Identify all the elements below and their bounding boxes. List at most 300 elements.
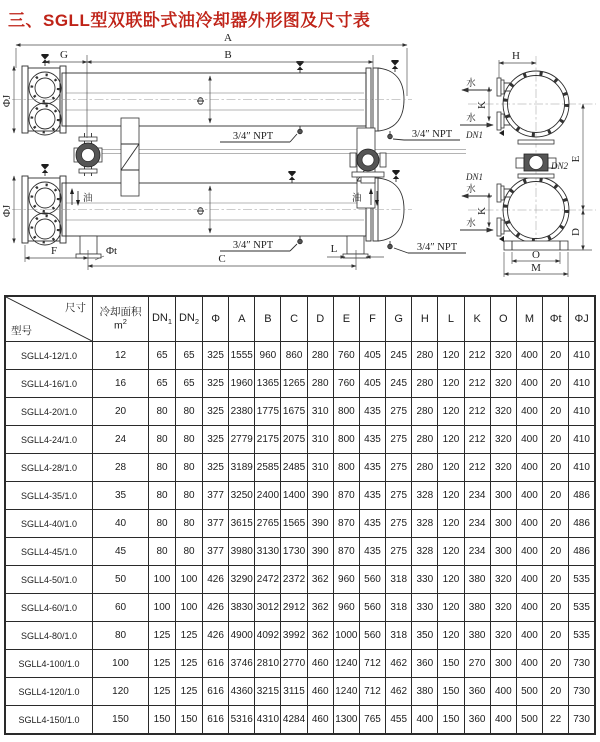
dim-label-F: F <box>50 245 58 257</box>
value-cell: 377 <box>203 538 229 566</box>
value-cell: 40 <box>93 510 149 538</box>
value-cell: 462 <box>386 650 412 678</box>
value-cell: 3012 <box>255 594 281 622</box>
value-cell: 234 <box>464 538 490 566</box>
dim-label-O: O <box>532 249 540 261</box>
value-cell: 486 <box>569 538 595 566</box>
value-cell: 535 <box>569 566 595 594</box>
value-cell: 1565 <box>281 510 307 538</box>
value-cell: 460 <box>307 650 333 678</box>
value-cell: 20 <box>543 594 569 622</box>
oil-label: 油 <box>352 193 362 204</box>
value-cell: 3130 <box>255 538 281 566</box>
value-cell: 120 <box>438 594 464 622</box>
value-cell: 22 <box>543 706 569 735</box>
value-cell: 325 <box>203 426 229 454</box>
corner-label-model: 型号 <box>11 325 32 337</box>
value-cell: 80 <box>149 510 176 538</box>
value-cell: 80 <box>93 622 149 650</box>
value-cell: 1960 <box>229 370 255 398</box>
value-cell: 435 <box>359 538 385 566</box>
value-cell: 860 <box>281 342 307 370</box>
value-cell: 360 <box>464 706 490 735</box>
value-cell: 328 <box>412 482 438 510</box>
value-cell: 20 <box>543 510 569 538</box>
value-cell: 405 <box>359 342 385 370</box>
value-cell: 400 <box>516 342 542 370</box>
value-cell: 426 <box>203 622 229 650</box>
model-cell: SGLL4-24/1.0 <box>5 426 93 454</box>
value-cell: 270 <box>464 650 490 678</box>
model-cell: SGLL4-100/1.0 <box>5 650 93 678</box>
value-cell: 870 <box>333 538 359 566</box>
value-cell: 80 <box>149 482 176 510</box>
col-header-K: K <box>464 296 490 342</box>
value-cell: 760 <box>333 370 359 398</box>
dim-label-E: E <box>570 155 582 163</box>
value-cell: 275 <box>386 538 412 566</box>
model-cell: SGLL4-45/1.0 <box>5 538 93 566</box>
value-cell: 20 <box>543 454 569 482</box>
corner-header-cell <box>5 296 93 342</box>
value-cell: 325 <box>203 370 229 398</box>
value-cell: 1400 <box>281 482 307 510</box>
value-cell: 212 <box>464 398 490 426</box>
value-cell: 362 <box>307 594 333 622</box>
value-cell: 300 <box>490 510 516 538</box>
value-cell: 1240 <box>333 650 359 678</box>
col-header-O: O <box>490 296 516 342</box>
value-cell: 3746 <box>229 650 255 678</box>
model-cell: SGLL4-150/1.0 <box>5 706 93 735</box>
value-cell: 486 <box>569 510 595 538</box>
value-cell: 400 <box>516 454 542 482</box>
value-cell: 405 <box>359 370 385 398</box>
value-cell: 20 <box>543 398 569 426</box>
value-cell: 245 <box>386 342 412 370</box>
value-cell: 730 <box>569 678 595 706</box>
value-cell: 960 <box>333 594 359 622</box>
value-cell: 4360 <box>229 678 255 706</box>
table-row <box>5 454 595 482</box>
value-cell: 3115 <box>281 678 307 706</box>
value-cell: 1265 <box>281 370 307 398</box>
value-cell: 380 <box>464 566 490 594</box>
value-cell: 125 <box>176 650 203 678</box>
value-cell: 300 <box>490 482 516 510</box>
value-cell: 65 <box>149 370 176 398</box>
model-cell: SGLL4-35/1.0 <box>5 482 93 510</box>
value-cell: 318 <box>386 566 412 594</box>
value-cell: 560 <box>359 622 385 650</box>
value-cell: 362 <box>307 622 333 650</box>
table-row <box>5 538 595 566</box>
value-cell: 486 <box>569 482 595 510</box>
value-cell: 2485 <box>281 454 307 482</box>
value-cell: 390 <box>307 482 333 510</box>
value-cell: 28 <box>93 454 149 482</box>
water-label: 水 <box>466 218 476 229</box>
value-cell: 150 <box>438 706 464 735</box>
value-cell: 280 <box>412 426 438 454</box>
table-row <box>5 398 595 426</box>
value-cell: 460 <box>307 678 333 706</box>
model-cell: SGLL4-60/1.0 <box>5 594 93 622</box>
value-cell: 400 <box>412 706 438 735</box>
value-cell: 80 <box>176 538 203 566</box>
value-cell: 280 <box>307 370 333 398</box>
value-cell: 360 <box>464 678 490 706</box>
value-cell: 400 <box>516 398 542 426</box>
value-cell: 125 <box>176 622 203 650</box>
value-cell: 2770 <box>281 650 307 678</box>
value-cell: 426 <box>203 566 229 594</box>
model-cell: SGLL4-16/1.0 <box>5 370 93 398</box>
value-cell: 535 <box>569 622 595 650</box>
value-cell: 3980 <box>229 538 255 566</box>
value-cell: 960 <box>333 566 359 594</box>
value-cell: 435 <box>359 454 385 482</box>
value-cell: 212 <box>464 426 490 454</box>
outline-drawing <box>0 31 600 293</box>
col-header-D: D <box>307 296 333 342</box>
value-cell: 275 <box>386 482 412 510</box>
col-header-B: B <box>255 296 281 342</box>
value-cell: 800 <box>333 426 359 454</box>
dim-label-D: D <box>570 228 582 236</box>
dim-label-phiJ: ΦJ <box>1 204 13 218</box>
table-row <box>5 510 595 538</box>
value-cell: 377 <box>203 510 229 538</box>
value-cell: 120 <box>438 566 464 594</box>
value-cell: 150 <box>438 678 464 706</box>
value-cell: 5316 <box>229 706 255 735</box>
value-cell: 80 <box>176 510 203 538</box>
value-cell: 712 <box>359 678 385 706</box>
value-cell: 16 <box>93 370 149 398</box>
col-header-dn1: $DN_1$ <box>149 296 176 342</box>
col-header-L: L <box>438 296 464 342</box>
value-cell: 300 <box>490 538 516 566</box>
value-cell: 120 <box>438 426 464 454</box>
corner-label-size: 尺寸 <box>65 302 86 314</box>
oil-label: 油 <box>83 193 93 204</box>
value-cell: 234 <box>464 482 490 510</box>
npt-label: 3/4″ NPT <box>416 242 458 253</box>
value-cell: 20 <box>543 622 569 650</box>
value-cell: 320 <box>490 566 516 594</box>
npt-label: 3/4″ NPT <box>411 129 453 140</box>
table-row <box>5 706 595 735</box>
value-cell: 310 <box>307 426 333 454</box>
dn1-label: DN1 <box>466 130 484 140</box>
value-cell: 616 <box>203 650 229 678</box>
value-cell: 3189 <box>229 454 255 482</box>
value-cell: 150 <box>176 706 203 735</box>
value-cell: 435 <box>359 510 385 538</box>
value-cell: 125 <box>176 678 203 706</box>
value-cell: 380 <box>464 594 490 622</box>
model-cell: SGLL4-80/1.0 <box>5 622 93 650</box>
value-cell: 45 <box>93 538 149 566</box>
value-cell: 760 <box>333 342 359 370</box>
value-cell: 3290 <box>229 566 255 594</box>
table-row <box>5 342 595 370</box>
value-cell: 65 <box>176 370 203 398</box>
value-cell: 2175 <box>255 426 281 454</box>
value-cell: 400 <box>516 370 542 398</box>
value-cell: 125 <box>149 622 176 650</box>
value-cell: 390 <box>307 538 333 566</box>
value-cell: 120 <box>438 454 464 482</box>
water-label: 水 <box>466 78 476 89</box>
col-header-A: A <box>229 296 255 342</box>
dn1-label: DN1 <box>466 172 484 182</box>
npt-label: 3/4″ NPT <box>232 240 274 251</box>
dim-label-B: B <box>224 49 232 61</box>
col-header-C: C <box>281 296 307 342</box>
value-cell: 310 <box>307 454 333 482</box>
value-cell: 800 <box>333 454 359 482</box>
value-cell: 320 <box>490 426 516 454</box>
value-cell: 462 <box>386 678 412 706</box>
value-cell: 3830 <box>229 594 255 622</box>
value-cell: 310 <box>307 398 333 426</box>
water-label: 水 <box>466 113 476 124</box>
value-cell: 150 <box>93 706 149 735</box>
value-cell: 320 <box>490 370 516 398</box>
value-cell: 150 <box>149 706 176 735</box>
table-row <box>5 566 595 594</box>
col-header-Φ: Φ <box>203 296 229 342</box>
value-cell: 500 <box>516 706 542 735</box>
value-cell: 212 <box>464 454 490 482</box>
value-cell: 325 <box>203 342 229 370</box>
value-cell: 80 <box>149 538 176 566</box>
value-cell: 765 <box>359 706 385 735</box>
col-header-ΦJ: ΦJ <box>569 296 595 342</box>
value-cell: 1365 <box>255 370 281 398</box>
value-cell: 377 <box>203 482 229 510</box>
col-header-F: F <box>359 296 385 342</box>
value-cell: 400 <box>490 706 516 735</box>
value-cell: 4310 <box>255 706 281 735</box>
value-cell: 2585 <box>255 454 281 482</box>
value-cell: 280 <box>412 370 438 398</box>
value-cell: 380 <box>412 678 438 706</box>
value-cell: 80 <box>149 398 176 426</box>
value-cell: 245 <box>386 370 412 398</box>
value-cell: 2765 <box>255 510 281 538</box>
value-cell: 730 <box>569 706 595 735</box>
value-cell: 80 <box>176 454 203 482</box>
value-cell: 1730 <box>281 538 307 566</box>
value-cell: 2779 <box>229 426 255 454</box>
value-cell: 362 <box>307 566 333 594</box>
value-cell: 20 <box>543 566 569 594</box>
table-row <box>5 594 595 622</box>
value-cell: 212 <box>464 370 490 398</box>
value-cell: 300 <box>490 650 516 678</box>
value-cell: 2380 <box>229 398 255 426</box>
value-cell: 120 <box>438 398 464 426</box>
value-cell: 400 <box>516 622 542 650</box>
value-cell: 2912 <box>281 594 307 622</box>
table-row <box>5 622 595 650</box>
value-cell: 24 <box>93 426 149 454</box>
value-cell: 120 <box>438 622 464 650</box>
table-row <box>5 482 595 510</box>
value-cell: 435 <box>359 426 385 454</box>
value-cell: 325 <box>203 398 229 426</box>
value-cell: 435 <box>359 482 385 510</box>
value-cell: 730 <box>569 650 595 678</box>
page-title: 三、SGLL型双联卧式油冷却器外形图及尺寸表 <box>8 11 371 30</box>
value-cell: 1300 <box>333 706 359 735</box>
value-cell: 400 <box>516 566 542 594</box>
value-cell: 3615 <box>229 510 255 538</box>
value-cell: 350 <box>412 622 438 650</box>
value-cell: 410 <box>569 426 595 454</box>
col-header-M: M <box>516 296 542 342</box>
value-cell: 410 <box>569 370 595 398</box>
value-cell: 1555 <box>229 342 255 370</box>
col-header-E: E <box>333 296 359 342</box>
value-cell: 616 <box>203 706 229 735</box>
value-cell: 80 <box>149 426 176 454</box>
value-cell: 380 <box>464 622 490 650</box>
value-cell: 320 <box>490 622 516 650</box>
dim-label-phit: Φt <box>106 245 118 257</box>
model-cell: SGLL4-20/1.0 <box>5 398 93 426</box>
value-cell: 1775 <box>255 398 281 426</box>
value-cell: 960 <box>255 342 281 370</box>
value-cell: 100 <box>93 650 149 678</box>
dim-label-phi: Φ <box>195 206 207 216</box>
value-cell: 535 <box>569 594 595 622</box>
value-cell: 800 <box>333 398 359 426</box>
value-cell: 330 <box>412 594 438 622</box>
water-label: 水 <box>466 184 476 195</box>
value-cell: 400 <box>490 678 516 706</box>
value-cell: 328 <box>412 538 438 566</box>
value-cell: 4900 <box>229 622 255 650</box>
value-cell: 2810 <box>255 650 281 678</box>
value-cell: 426 <box>203 594 229 622</box>
value-cell: 80 <box>176 426 203 454</box>
value-cell: 125 <box>149 678 176 706</box>
value-cell: 400 <box>516 510 542 538</box>
oil-flow-label <box>70 188 379 206</box>
value-cell: 330 <box>412 566 438 594</box>
table-row <box>5 650 595 678</box>
value-cell: 390 <box>307 510 333 538</box>
value-cell: 4284 <box>281 706 307 735</box>
dim-label-L: L <box>330 243 338 255</box>
value-cell: 80 <box>149 454 176 482</box>
table-row <box>5 426 595 454</box>
value-cell: 100 <box>149 594 176 622</box>
value-cell: 280 <box>412 342 438 370</box>
dim-label-M: M <box>531 262 541 274</box>
value-cell: 20 <box>543 370 569 398</box>
dn2-label: DN2 <box>551 161 569 171</box>
value-cell: 870 <box>333 510 359 538</box>
value-cell: 870 <box>333 482 359 510</box>
value-cell: 2472 <box>255 566 281 594</box>
value-cell: 275 <box>386 398 412 426</box>
value-cell: 460 <box>307 706 333 735</box>
value-cell: 1000 <box>333 622 359 650</box>
npt-label: 3/4″ NPT <box>232 131 274 142</box>
value-cell: 20 <box>543 342 569 370</box>
value-cell: 125 <box>149 650 176 678</box>
value-cell: 3250 <box>229 482 255 510</box>
value-cell: 60 <box>93 594 149 622</box>
value-cell: 320 <box>490 454 516 482</box>
value-cell: 2372 <box>281 566 307 594</box>
value-cell: 275 <box>386 426 412 454</box>
value-cell: 318 <box>386 622 412 650</box>
col-header-dn2: $DN_2$ <box>176 296 203 342</box>
value-cell: 3215 <box>255 678 281 706</box>
table-row <box>5 370 595 398</box>
dim-label-phi: Φ <box>195 96 207 106</box>
value-cell: 455 <box>386 706 412 735</box>
value-cell: 275 <box>386 454 412 482</box>
model-cell: SGLL4-28/1.0 <box>5 454 93 482</box>
value-cell: 400 <box>516 482 542 510</box>
value-cell: 280 <box>307 342 333 370</box>
value-cell: 320 <box>490 342 516 370</box>
value-cell: 100 <box>176 566 203 594</box>
col-header-cooling-area: 冷却面积 $m^2$ <box>93 296 149 342</box>
value-cell: 435 <box>359 398 385 426</box>
value-cell: 20 <box>543 538 569 566</box>
value-cell: 20 <box>543 650 569 678</box>
value-cell: 234 <box>464 510 490 538</box>
value-cell: 616 <box>203 678 229 706</box>
table-header-row <box>5 296 595 342</box>
value-cell: 35 <box>93 482 149 510</box>
dim-label-K: K <box>476 101 488 109</box>
dim-label-phiJ: ΦJ <box>1 94 13 108</box>
value-cell: 1675 <box>281 398 307 426</box>
value-cell: 712 <box>359 650 385 678</box>
table-row <box>5 678 595 706</box>
value-cell: 100 <box>176 594 203 622</box>
value-cell: 280 <box>412 454 438 482</box>
value-cell: 65 <box>176 342 203 370</box>
value-cell: 318 <box>386 594 412 622</box>
value-cell: 120 <box>438 342 464 370</box>
col-header-G: G <box>386 296 412 342</box>
value-cell: 2075 <box>281 426 307 454</box>
model-cell: SGLL4-50/1.0 <box>5 566 93 594</box>
value-cell: 80 <box>176 398 203 426</box>
value-cell: 120 <box>438 370 464 398</box>
value-cell: 1240 <box>333 678 359 706</box>
dim-label-K: K <box>476 207 488 215</box>
value-cell: 410 <box>569 398 595 426</box>
model-cell: SGLL4-120/1.0 <box>5 678 93 706</box>
value-cell: 320 <box>490 398 516 426</box>
value-cell: 400 <box>516 426 542 454</box>
col-header-H: H <box>412 296 438 342</box>
value-cell: 560 <box>359 594 385 622</box>
value-cell: 410 <box>569 454 595 482</box>
value-cell: 560 <box>359 566 385 594</box>
